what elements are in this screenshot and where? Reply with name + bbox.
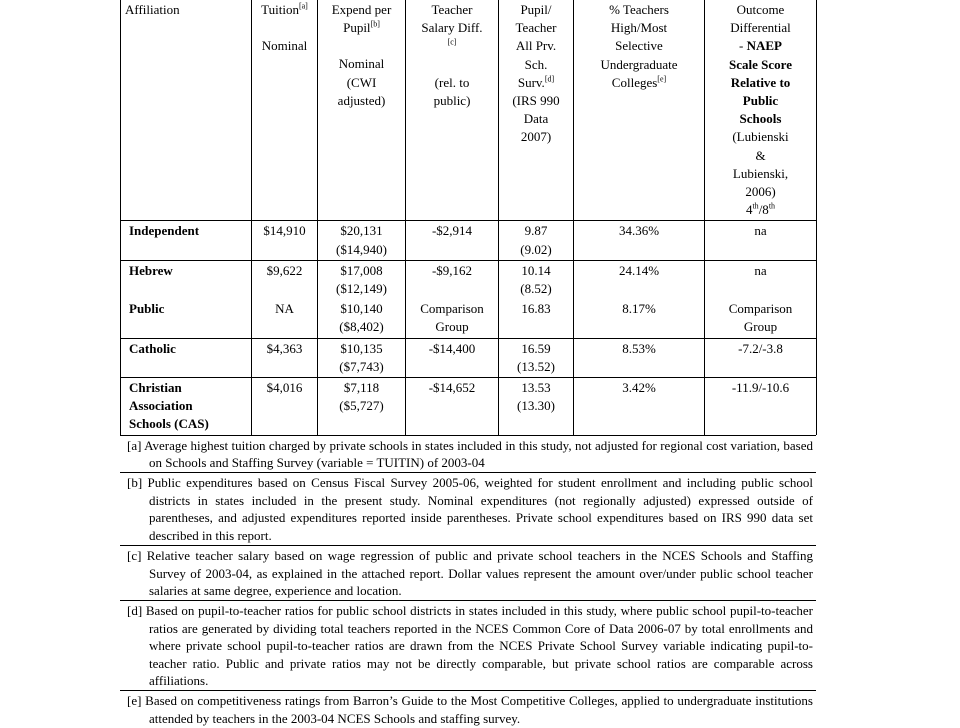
header-expend: Expend per Pupil[b] Nominal (CWI adjusted) xyxy=(318,0,406,221)
cell-teachers: 8.53% xyxy=(574,338,705,377)
row-affiliation: Christian Association Schools (CAS) xyxy=(121,378,252,435)
cell-outcome: Comparison Group xyxy=(705,299,817,338)
footnote: [c] Relative teacher salary based on wage regression of public and private school teachers in the NCES Schools and Staffing Survey of 2003-04, as explained in the attached report. Dollar values represent the amount over/under public school teacher salaries at same degree, experience and location. xyxy=(120,546,816,601)
cell-salary: -$14,400 xyxy=(406,338,499,377)
cell-ratio: 10.14 (8.52) xyxy=(499,260,574,299)
header-outcome: Outcome Differential - NAEP Scale Score Relative to Public Schools (Lubienski & Lubienski, 2006) 4th/8th xyxy=(705,0,817,221)
footnotes xyxy=(120,435,816,728)
cell-teachers: 3.42% xyxy=(574,378,705,435)
cell-tuition: NA xyxy=(252,299,318,338)
header-salary: Teacher Salary Diff. [c] (rel. to public) xyxy=(406,0,499,221)
cell-tuition: $4,016 xyxy=(252,378,318,435)
cell-expend: $17,008 ($12,149) xyxy=(318,260,406,299)
row-affiliation: Independent xyxy=(121,221,252,260)
header-tuition: Tuition[a] Nominal xyxy=(252,0,318,221)
cell-teachers: 8.17% xyxy=(574,299,705,338)
row-affiliation: Hebrew xyxy=(121,260,252,299)
cell-teachers: 24.14% xyxy=(574,260,705,299)
footnote: [d] Based on pupil-to-teacher ratios for public school districts in states included in this study, where public school pupil-to-teacher ratios are generated by dividing total teachers reported in the NCES Common Core of Data 2006-07 by total enrollments and where private school pupil-to-teacher ratios are drawn from the NCES Private School Survey variable indicating pupil-to-teacher ratio. Public and private ratios may not be directly comparable, but private school ratios are comparable across affiliations. xyxy=(120,601,816,691)
cell-tuition: $14,910 xyxy=(252,221,318,260)
header-teachers-selective: % Teachers High/Most Selective Undergraduate Colleges[e] xyxy=(574,0,705,221)
cell-expend: $20,131 ($14,940) xyxy=(318,221,406,260)
cell-outcome: -11.9/-10.6 xyxy=(705,378,817,435)
table-row xyxy=(121,221,817,260)
cell-salary: -$2,914 xyxy=(406,221,499,260)
header-affiliation: Affiliation xyxy=(121,0,252,221)
cell-outcome: -7.2/-3.8 xyxy=(705,338,817,377)
cell-outcome: na xyxy=(705,260,817,299)
cell-tuition: $9,622 xyxy=(252,260,318,299)
cell-expend: $10,140 ($8,402) xyxy=(318,299,406,338)
cell-ratio: 13.53 (13.30) xyxy=(499,378,574,435)
document xyxy=(120,0,816,728)
table-row xyxy=(121,378,817,435)
cell-ratio: 16.83 xyxy=(499,299,574,338)
cell-salary: -$9,162 xyxy=(406,260,499,299)
cell-salary: -$14,652 xyxy=(406,378,499,435)
cell-tuition: $4,363 xyxy=(252,338,318,377)
cell-outcome: na xyxy=(705,221,817,260)
row-affiliation: Public xyxy=(121,299,252,338)
cell-expend: $7,118 ($5,727) xyxy=(318,378,406,435)
header-row xyxy=(121,0,817,221)
table-row xyxy=(121,299,817,338)
cell-salary: Comparison Group xyxy=(406,299,499,338)
footnote: [e] Based on competitiveness ratings from Barron’s Guide to the Most Competitive Colleges, applied to undergraduate institutions attended by teachers in the 2003-04 NCES Schools and staffing survey. xyxy=(120,691,816,728)
table-row xyxy=(121,338,817,377)
footnote: [b] Public expenditures based on Census Fiscal Survey 2005-06, weighted for student enrollment and including public school districts in states included in the present study. Nominal expenditures (not regionally adjusted) expressed outside of parentheses, and adjusted expenditures reported inside parentheses. Private school expenditures based on IRS 990 data set described in this report. xyxy=(120,473,816,546)
cell-ratio: 9.87 (9.02) xyxy=(499,221,574,260)
comparison-table xyxy=(120,0,817,435)
header-pupil-teacher: Pupil/ Teacher All Prv. Sch. Surv.[d] (IRS 990 Data 2007) xyxy=(499,0,574,221)
cell-expend: $10,135 ($7,743) xyxy=(318,338,406,377)
row-affiliation: Catholic xyxy=(121,338,252,377)
cell-teachers: 34.36% xyxy=(574,221,705,260)
table-row xyxy=(121,260,817,299)
cell-ratio: 16.59 (13.52) xyxy=(499,338,574,377)
footnote: [a] Average highest tuition charged by private schools in states included in this study, not adjusted for regional cost variation, based on Schools and Staffing Survey (variable = TUITIN) of 2003-04 xyxy=(120,435,816,473)
